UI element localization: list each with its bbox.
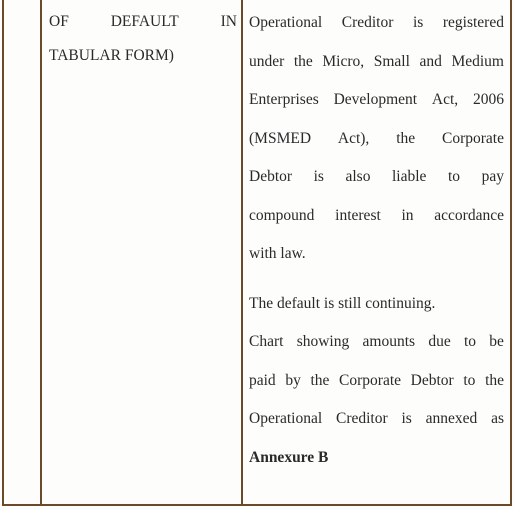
word: showing bbox=[296, 333, 350, 350]
particulars-label-cell bbox=[42, 0, 243, 504]
paragraph-line bbox=[249, 362, 504, 401]
word: Act), bbox=[337, 129, 370, 147]
word: the bbox=[396, 129, 416, 147]
particulars-table bbox=[2, 0, 512, 506]
word: is bbox=[412, 14, 424, 31]
word: also bbox=[345, 168, 371, 185]
paragraph-line bbox=[249, 4, 504, 43]
word: registered bbox=[442, 14, 504, 31]
word: interest bbox=[335, 206, 381, 224]
word: and bbox=[419, 52, 442, 70]
word: Debtor bbox=[249, 168, 293, 185]
paragraph-line bbox=[249, 43, 504, 82]
word: Creditor bbox=[341, 14, 394, 31]
label-word: DEFAULT bbox=[110, 13, 179, 30]
paragraph-line bbox=[249, 197, 504, 236]
label-line-2: TABULAR FORM) bbox=[49, 47, 174, 64]
word: (MSMED bbox=[249, 129, 312, 147]
word: Act, bbox=[431, 91, 459, 108]
word: the bbox=[293, 52, 313, 70]
paragraph-line bbox=[249, 81, 504, 120]
word: Operational bbox=[249, 410, 323, 427]
paragraph-line bbox=[249, 323, 504, 362]
word: compound bbox=[249, 206, 315, 224]
chart-paragraph bbox=[249, 323, 504, 439]
word: Medium bbox=[451, 52, 504, 70]
word: Chart bbox=[249, 333, 284, 350]
word: pay bbox=[481, 168, 504, 185]
word: the bbox=[485, 371, 504, 389]
word: is bbox=[401, 410, 412, 427]
word: Debtor bbox=[410, 371, 454, 389]
word: in bbox=[401, 206, 414, 224]
serial-number-cell bbox=[4, 0, 42, 504]
word: by bbox=[285, 371, 301, 389]
word: Operational bbox=[249, 14, 323, 31]
word: Development bbox=[333, 91, 418, 108]
word: Micro, bbox=[322, 52, 365, 70]
word: the bbox=[310, 371, 330, 389]
word: amounts bbox=[362, 333, 416, 350]
paragraph-gap bbox=[249, 274, 504, 285]
word: under bbox=[249, 52, 285, 70]
word: to bbox=[463, 371, 476, 389]
word: paid bbox=[249, 371, 276, 389]
word: Corporate bbox=[339, 371, 402, 389]
word: accordance bbox=[434, 206, 504, 224]
word: Enterprises bbox=[249, 91, 319, 108]
paragraph-line bbox=[249, 158, 504, 197]
word: to bbox=[447, 168, 461, 185]
word: is bbox=[313, 168, 324, 185]
word: Creditor bbox=[335, 410, 388, 427]
default-status-text: The default is still continuing. bbox=[249, 294, 436, 312]
word: Corporate bbox=[442, 129, 504, 147]
label-word: OF bbox=[49, 13, 69, 30]
word: Small bbox=[373, 52, 410, 70]
word: be bbox=[489, 333, 504, 350]
label-line-1 bbox=[49, 5, 237, 39]
word: to bbox=[463, 333, 477, 350]
label-word: IN bbox=[220, 13, 237, 30]
word: annexed bbox=[425, 410, 478, 427]
word: due bbox=[428, 333, 451, 350]
paragraph-line bbox=[249, 120, 504, 159]
word: liable bbox=[392, 168, 427, 185]
interest-paragraph bbox=[249, 4, 504, 274]
paragraph-line bbox=[249, 400, 504, 439]
word: 2006 bbox=[473, 91, 504, 108]
paragraph-line: with law. bbox=[249, 245, 306, 262]
annexure-reference: Annexure B bbox=[249, 448, 329, 466]
word: as bbox=[491, 410, 504, 427]
particulars-detail-cell bbox=[243, 0, 510, 504]
